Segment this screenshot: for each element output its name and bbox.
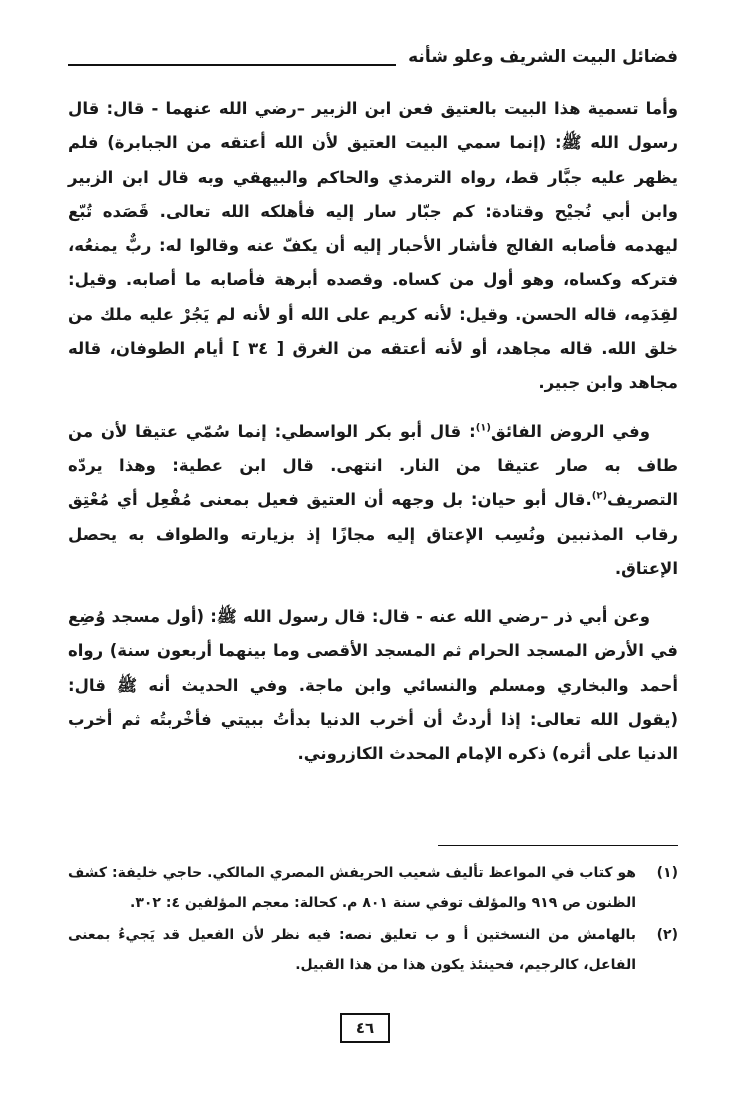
footnote-reference-1[interactable]: (١) xyxy=(475,422,491,434)
footnote-text: هو كتاب في المواعظ تأليف شعيب الحريفش المصري المالكي. حاجي خليفة: كشف الظنون ص ٩١٩ والمؤلف توفي سنة ٨٠١ م. كحالة: معجم المؤلفين ٤: ٣٠٢. xyxy=(68,865,636,911)
page-number: ٤٦ xyxy=(340,1013,390,1043)
footnote-item xyxy=(68,858,678,918)
footnote-number: (٢) xyxy=(656,927,678,943)
footnote-reference-2[interactable]: (٢) xyxy=(591,490,608,502)
paragraph-rawd-faiq xyxy=(68,415,678,586)
footnote-number: (١) xyxy=(656,865,678,881)
running-header xyxy=(68,44,678,74)
footnote-item xyxy=(68,920,678,980)
footnote-divider xyxy=(438,845,678,846)
paragraph-abi-dharr: وعن أبي ذر –رضي الله عنه - قال: قال رسول الله ﷺ: (أول مسجد وُضِع في الأرض المسجد الحرام ثم المسجد الأقصى وما بينهما أربعون سنة) رواه أحمد والبخاري ومسلم والنسائي وابن ماجة. وفي الحديث أنه ﷺ قال: (يقول الله تعالى: إذا أردتُ أن أخرب الدنيا بدأتُ ببيتي فأخْربتُه ثم أخرب الدنيا على أثره) ذكره الإمام المحدث الكازروني. xyxy=(68,607,678,764)
footnotes xyxy=(68,858,678,982)
paragraph-text-part: .قال أبو حيان: بل وجهه أن العتيق فعيل بمعنى مُفْعِل أي مُعْتِق رقاب المذنبين ونُسِب الإعتاق إليه مجازًا إذ بزيارته والطواف به يحصل الإعتاق. xyxy=(68,490,678,578)
paragraph-text-part: : قال أبو بكر الواسطي: إنما سُمّي عتيقا لأن من طاف به صار عتيقا من النار. انتهى. قال ابن عطية: وهذا يردّه التصريف xyxy=(68,421,678,510)
paragraph-atiq-naming: وأما تسمية هذا البيت بالعتيق فعن ابن الزبير –رضي الله عنهما - قال: قال رسول الله ﷺ: (إنما سمي البيت العتيق لأن الله أعتقه من الجبابرة) فلم يظهر عليه جبَّار قط، رواه الترمذي والحاكم والبيهقي وبه قال ابن الزبير وابن أبي نُجيْح وقتادة: كم جبّار سار إليه فأهلكه الله تعالى. قَصَده تُبّع ليهدمه فأصابه الفالج فأشار الأحبار إليه أن يكفّ عنه وقالوا له: ربٌّ يمنعُه، فتركه وكساه، وهو أول من كساه. وقصده أبرهة فأصابه ما أصابه. وقيل: لقِدَمِه، قاله الحسن. وقيل: لأنه كريم على الله أو لأنه لم يَجُرْ عليه ملك من خلق الله. قاله مجاهد، أو لأنه أعتقه من الغرق [ ٣٤ ] أيام الطوفان، قاله مجاهد وابن جبير. xyxy=(68,99,678,393)
footnote-text: بالهامش من النسختين أ و ب تعليق نصه: فيه نظر لأن الفعيل قد يَجيءُ بمعنى الفاعل، كالرجيم، فحينئذ يكون هذا من هذا القبيل. xyxy=(68,927,636,973)
header-title: فضائل البيت الشريف وعلو شأنه xyxy=(396,44,678,70)
main-text xyxy=(68,92,678,786)
paragraph-text-part: وفي الروض الفائق xyxy=(490,421,650,441)
